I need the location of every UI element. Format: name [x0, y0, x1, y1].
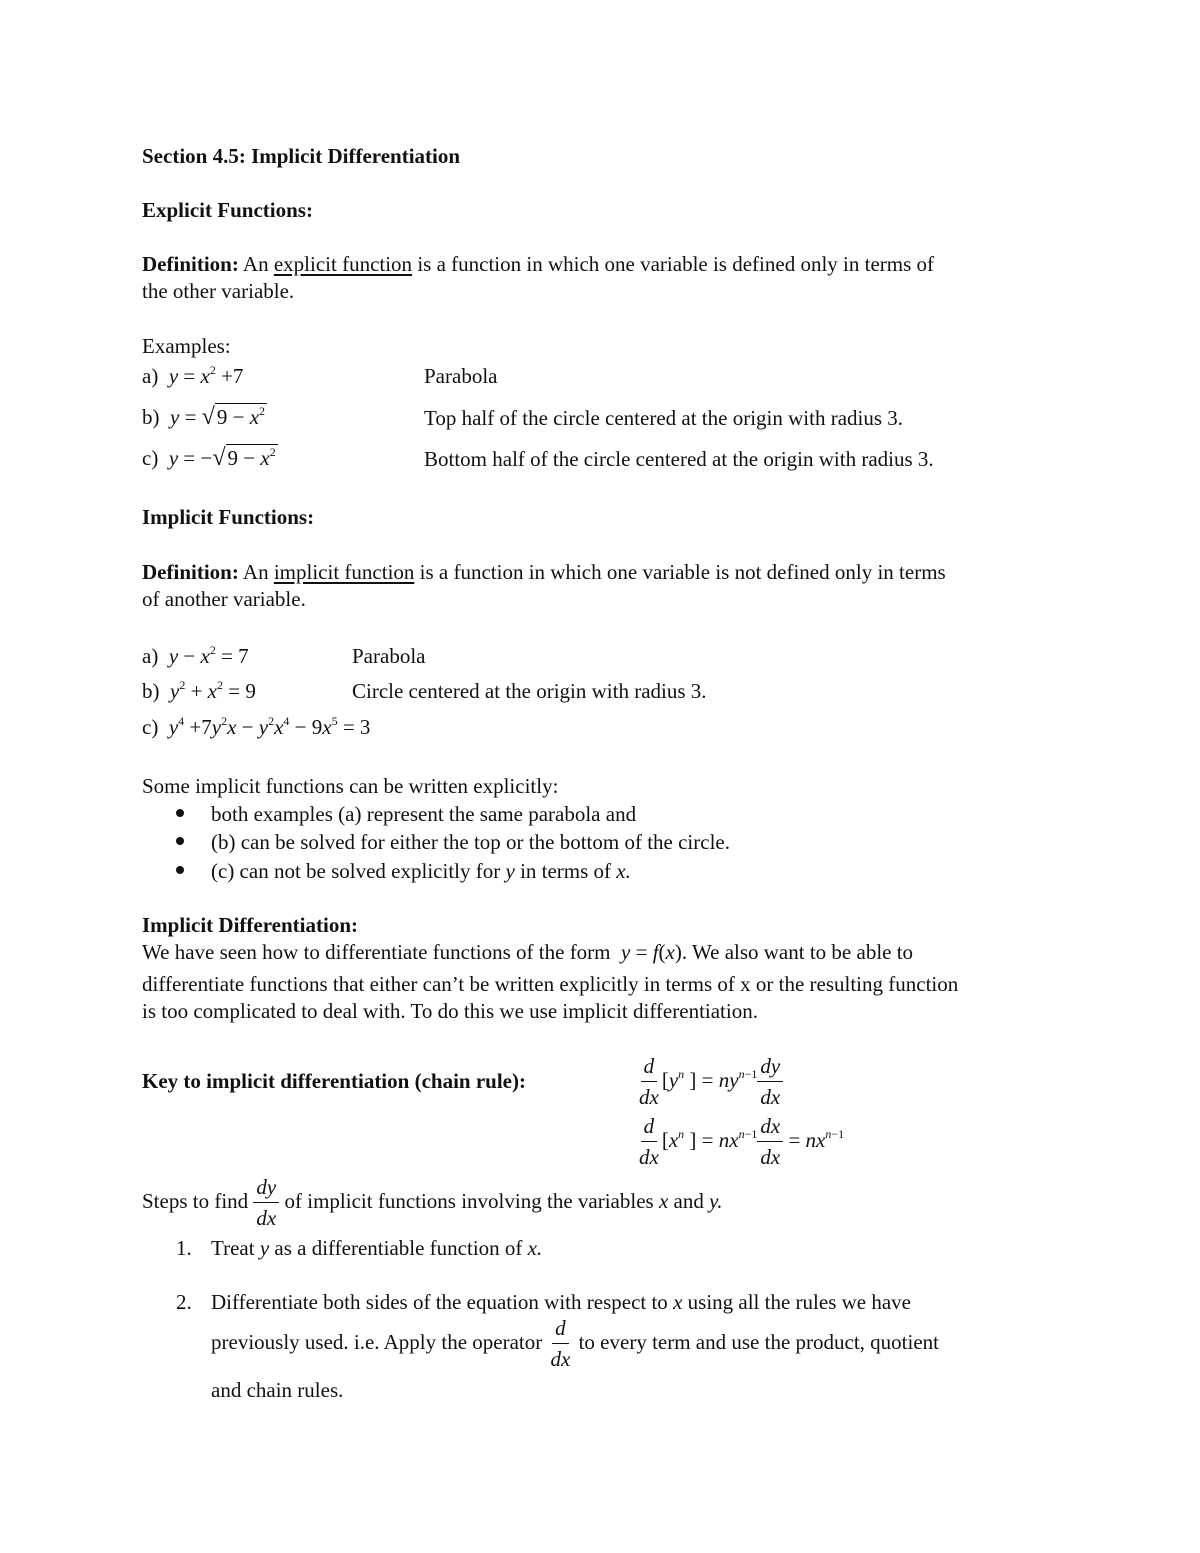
explicit-def-label: Definition:: [142, 252, 239, 276]
implicit-example-b-desc: Circle centered at the origin with radius 3.: [352, 679, 707, 703]
explicit-def-post: is a function in which one variable is defined only in terms of: [417, 252, 935, 276]
chain-rule-x: $\frac{d}{dx}$ [$x^n$ ] = $nx^{n-1}$ $\frac{dx}{dx}$ = $nx^{n-1}$: [636, 1116, 844, 1168]
example-label: b): [142, 679, 160, 703]
explicit-example-c: c) $y = -√9 - x^2$: [142, 445, 276, 471]
example-label: c): [142, 446, 159, 470]
implicit-def-pre: An: [242, 560, 269, 584]
implicit-def-post: is a function in which one variable is not defined only in terms: [419, 560, 946, 584]
example-label: a): [142, 644, 159, 668]
step-1-var2: x.: [527, 1236, 543, 1260]
implicit-definition-line2: of another variable.: [142, 587, 306, 611]
step-2-line1: [211, 1292, 911, 1313]
steps-intro-and: and: [673, 1188, 704, 1213]
fraction-dy-dx: $\frac{dy}{dx}$: [757, 1056, 783, 1108]
sqrt-expression: $√9 - x^2$: [201, 404, 266, 430]
step-number: 1.: [176, 1236, 192, 1260]
key-label: Key to implicit differentiation (chain rule):: [142, 1069, 526, 1093]
bullet-dot: [176, 837, 184, 845]
fraction-d-dx: $\frac{d}{dx}$: [550, 1316, 571, 1371]
implicit-example-c: c) $y^4 +7y^2x - y^2x^4 - 9x^5 = 3$: [142, 714, 371, 739]
bullet-dot: [176, 809, 184, 817]
fraction-dx-dx: $\frac{dx}{dx}$: [757, 1116, 783, 1168]
explicit-definition-line1: [142, 254, 934, 275]
implicit-note: Some implicit functions can be written explicitly:: [142, 774, 559, 798]
steps-intro-y: y.: [709, 1188, 723, 1213]
steps-intro: [142, 1177, 723, 1229]
step-1-post: as a differentiable function of: [274, 1236, 523, 1260]
bullet-item-2: (b) can be solved for either the top or the bottom of the circle.: [211, 830, 730, 854]
step-number: 2.: [176, 1290, 192, 1314]
explicit-heading: Explicit Functions:: [142, 198, 313, 222]
equation: y: [168, 364, 179, 388]
fraction-d-dx: $\frac{d}{dx}$: [639, 1054, 659, 1109]
impdiff-heading: Implicit Differentiation:: [142, 913, 358, 937]
step-2-line1-pre: Differentiate both sides of the equation with respect to: [211, 1290, 668, 1314]
step-2-line2-post: to every term and use the product, quotient: [578, 1329, 939, 1354]
implicit-example-b: b) $y^2 + x^2 = 9$: [142, 678, 256, 703]
step-1-var: y: [259, 1236, 270, 1260]
steps-intro-post: of implicit functions involving the variables: [284, 1188, 654, 1213]
steps-intro-pre: Steps to find: [142, 1188, 249, 1213]
example-label: c): [142, 715, 159, 739]
step-2-line1-post: using all the rules we have: [687, 1290, 911, 1314]
implicit-def-label: Definition:: [142, 560, 239, 584]
implicit-def-term: implicit function: [273, 560, 415, 584]
bullet-dot: [176, 866, 184, 874]
implicit-definition-line1: [142, 562, 946, 583]
examples-label: Examples:: [142, 334, 231, 358]
example-label: a): [142, 364, 159, 388]
explicit-def-pre: An: [242, 252, 269, 276]
implicit-example-a-desc: Parabola: [352, 644, 426, 668]
bullet-item-3-var-y: y: [505, 859, 515, 883]
impdiff-line1-post: . We also want to be able to: [681, 940, 914, 964]
step-2-line1-var: x: [673, 1290, 683, 1314]
step-1-pre: Treat: [211, 1236, 255, 1260]
explicit-definition-line2: the other variable.: [142, 279, 295, 303]
impdiff-line1: We have seen how to differentiate functions of the form y = f(x). We also want to be able to: [142, 940, 914, 964]
example-label: b): [142, 405, 160, 429]
explicit-def-term: explicit function: [273, 252, 413, 276]
sqrt-expression: $√9 - x^2$: [212, 445, 276, 471]
impdiff-line2: differentiate functions that either can’t be written explicitly in terms of x or the resulting function: [142, 972, 959, 996]
bullet-item-3-text: (c) can not be solved explicitly for: [211, 859, 501, 883]
fraction-dy-dx: $\frac{dy}{dx}$: [253, 1177, 279, 1229]
explicit-example-c-desc: Bottom half of the circle centered at the origin with radius 3.: [424, 447, 934, 471]
explicit-example-b: b) $y = √9 - x^2$: [142, 404, 266, 430]
explicit-example-a-desc: Parabola: [424, 364, 498, 388]
explicit-example-b-desc: Top half of the circle centered at the origin with radius 3.: [424, 406, 904, 430]
step-2-line2: [211, 1318, 939, 1370]
bullet-item-3-var-x: x.: [616, 859, 631, 883]
bullet-item-3-mid: in terms of: [520, 859, 612, 883]
implicit-example-a: a) $y - x^2 = 7$: [142, 643, 249, 668]
explicit-example-a: a) $y = x^2 +7$: [142, 363, 244, 388]
bullet-item-1: both examples (a) represent the same parabola and: [211, 802, 637, 826]
impdiff-line3: is too complicated to deal with. To do this we use implicit differentiation.: [142, 999, 758, 1023]
steps-intro-x: x: [658, 1188, 669, 1213]
step-2-line3: and chain rules.: [211, 1378, 344, 1402]
fraction-d-dx: $\frac{d}{dx}$: [639, 1114, 659, 1169]
step-1-text: [211, 1238, 542, 1259]
page-title: Section 4.5: Implicit Differentiation: [142, 144, 461, 168]
step-2-line2-pre: previously used. i.e. Apply the operator: [211, 1329, 543, 1354]
chain-rule-y: $\frac{d}{dx}$ [$y^n$ ] = $ny^{n-1}$ $\frac{dy}{dx}$: [636, 1056, 783, 1108]
implicit-heading: Implicit Functions:: [142, 505, 315, 529]
bullet-item-3: [211, 861, 631, 882]
impdiff-line1-pre: We have seen how to differentiate functions of the form: [142, 940, 611, 964]
